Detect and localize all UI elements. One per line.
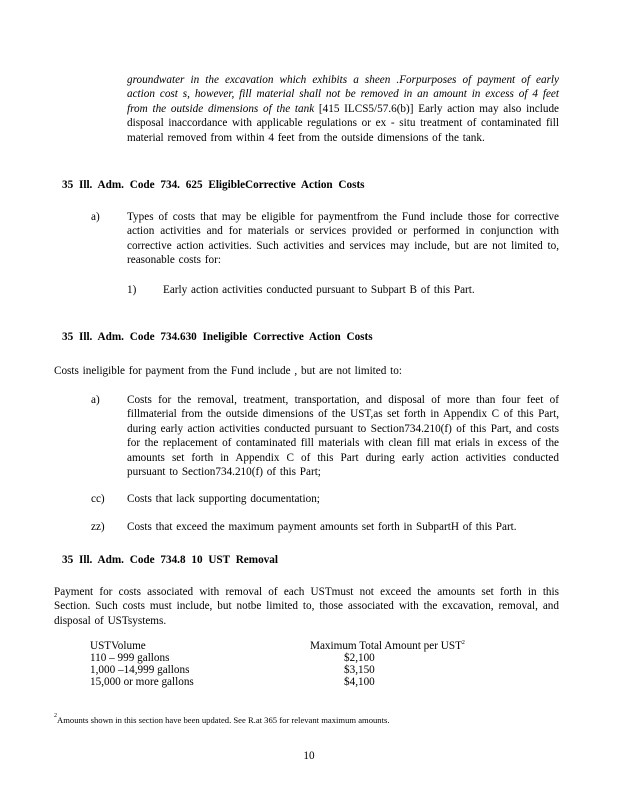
ust-removal-table [90,640,465,688]
section-630-heading: 35 Ill. Adm. Code 734.630 Ineligible Corrective Action Costs [62,331,373,343]
intro-paragraph [127,73,559,145]
section-630-item-cc-label: cc) [91,493,105,505]
volume-cell: 110 – 999 gallons [90,652,170,664]
section-630-item-zz-text: Costs that exceed the maximum payment amounts set forth in SubpartH of this Part. [127,521,517,533]
section-810-paragraph: Payment for costs associated with removal of each USTmust not exceed the amounts set forth in this Section. Such costs must include, but notbe limited to, those associated with the excavation, removal, and disposal of USTsystems. [54,586,559,627]
footnote-marker: 2 [461,640,465,646]
table-row [90,664,465,676]
amount-cell: $3,150 [344,664,375,676]
section-630-intro: Costs ineligible for payment from the Fund include , but are not limited to: [54,365,402,377]
max-amount-header [310,640,465,652]
section-625-item-a-text: Types of costs that may be eligible for paymentfrom the Fund include those for corrective action activities and for materials or services provided or performed in conjunction with corrective action activities. Such activities and services may include, but are not limited to, reasonable costs for: [127,211,559,267]
section-630-item-a-label: a) [91,394,100,406]
section-625-sub1-text: Early action activities conducted pursuant to Subpart B of this Part. [163,284,475,296]
volume-cell: 1,000 –14,999 gallons [90,664,190,676]
section-630-item-zz-label: zz) [91,521,105,533]
ust-table-header [90,640,465,652]
ust-table [90,640,465,688]
amount-cell: $4,100 [344,676,375,688]
volume-cell: 15,000 or more gallons [90,676,194,688]
section-630-item-cc-text: Costs that lack supporting documentation; [127,493,320,505]
intro-italic-text: groundwater in the excavation which exhibits a sheen .Forpurposes of payment of early action cost s, however, fill material shall not be removed in an amount in excess of 4 feet from the outside dimensions of the tank [127,74,559,115]
table-row [90,652,465,664]
footnote [54,713,559,727]
footnote-text: Amounts shown in this section have been updated. See R.at 365 for relevant maximum amounts. [57,715,390,725]
section-625-item-a-label: a) [91,211,100,223]
max-amount-header-text: Maximum Total Amount per UST [310,640,462,652]
page-number: 10 [303,750,315,762]
section-625-sub1-label: 1) [127,284,137,296]
section-810-heading: 35 Ill. Adm. Code 734.8 10 UST Removal [62,554,278,566]
table-row [90,676,465,688]
section-625-heading: 35 Ill. Adm. Code 734. 625 EligibleCorrective Action Costs [62,179,365,191]
intro-citation: [415 ILCS5/57.6(b)] [318,102,414,115]
amount-cell: $2,100 [344,652,375,664]
ust-volume-header: USTVolume [90,640,146,652]
footnote-number: 2 [54,713,57,719]
section-630-item-a-text: Costs for the removal, treatment, transportation, and disposal of more than four feet of fillmaterial from the outside dimensions of the UST,as set forth in Appendix C of this Part, during early action activities conducted pursuant to Section734.210(f) of this Part, and costs for the replacement of contaminated fill materials with clean fill mat erials in excess of the amounts set forth in Appendix C of this Part during early action activities conducted pursuant to Section734.210(f) of this Part; [127,394,559,479]
intro-rest-text: Early action may also include disposal inaccordance with applicable regulations or ex - situ treatment of contaminated fill material removed from within 4 feet from the outside dimensions of the tank. [127,102,559,144]
